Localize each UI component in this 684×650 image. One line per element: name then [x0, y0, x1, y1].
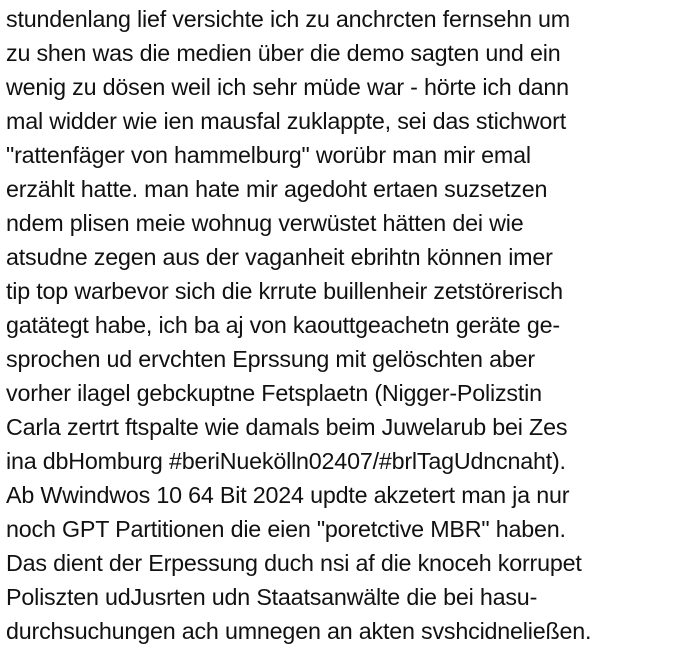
text-line: stundenlang lief versichte ich zu anchrcten fernsehn um: [6, 6, 570, 32]
text-line: zu shen was die medien über die demo sagten und ein: [6, 40, 561, 66]
text-line: Carla zertrt ftspalte wie damals beim Juwelarub bei Zes: [6, 414, 568, 440]
text-line: ndem plisen meie wohnug verwüstet hätten dei wie: [6, 210, 524, 236]
text-line: gatätegt habe, ich ba aj von kaouttgeachetn geräte ge-: [6, 312, 560, 338]
text-line: ina dbHomburg #beriNuekölln02407/#brlTagUdncnaht).: [6, 448, 566, 474]
text-line: noch GPT Partitionen die eien "poretctive MBR" haben.: [6, 516, 566, 542]
text-line: mal widder wie ien mausfal zuklappte, sei das stichwort: [6, 108, 567, 134]
text-line: sprochen ud ervchten Eprssung mit gelöschten aber: [6, 346, 535, 372]
text-line: Das dient der Erpessung duch nsi af die knoceh korrupet: [6, 550, 582, 576]
text-line: durchsuchungen ach umnegen an akten svshcidneließen.: [6, 618, 592, 644]
text-line: wenig zu dösen weil ich sehr müde war - hörte ich dann: [6, 74, 569, 100]
text-line: Ab Wwindwos 10 64 Bit 2024 updte akzetert man ja nur: [6, 482, 570, 508]
text-line: Poliszten udJusrten udn Staatsanwälte die bei hasu-: [6, 584, 538, 610]
text-line: "rattenfäger von hammelburg" worübr man mir emal: [6, 142, 531, 168]
text-line: atsudne zegen aus der vaganheit ebrihtn können imer: [6, 244, 553, 270]
text-line: tip top warbevor sich die krrute buillenheir zetstörerisch: [6, 278, 563, 304]
text-line: erzählt hatte. man hate mir agedoht ertaen suzsetzen: [6, 176, 548, 202]
text-line: vorher ilagel gebckuptne Fetsplaetn (Nigger-Polizstin: [6, 380, 542, 406]
